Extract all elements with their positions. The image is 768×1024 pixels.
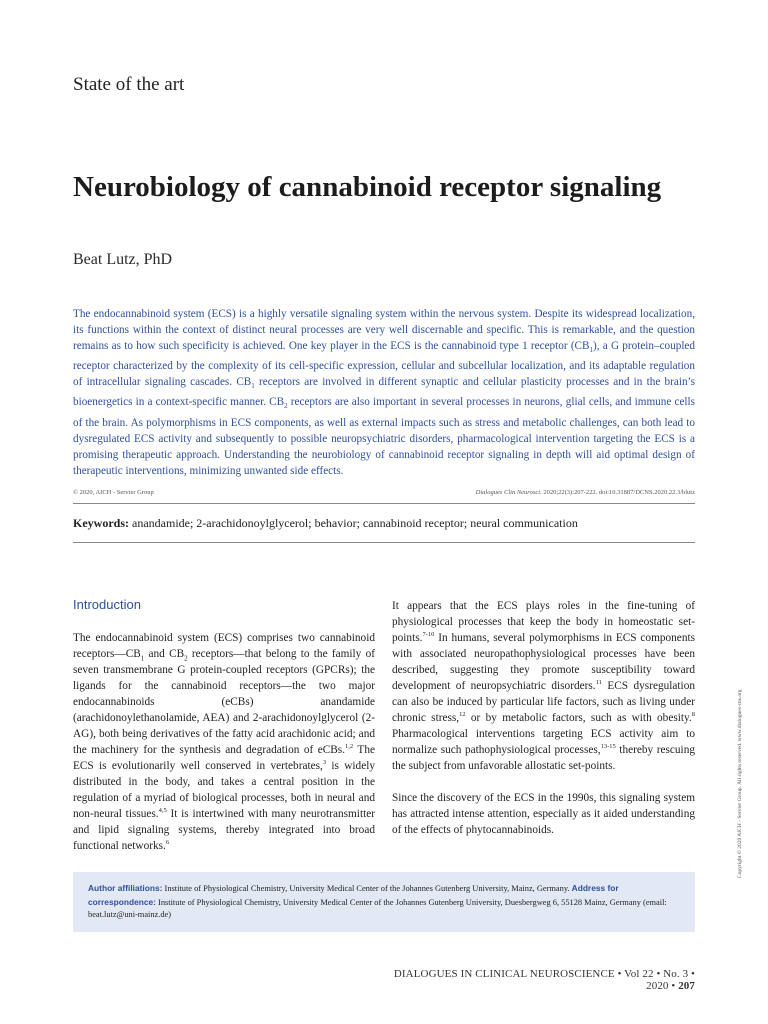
- keywords-label: Keywords:: [73, 516, 129, 530]
- journal-footer: DIALOGUES IN CLINICAL NEUROSCIENCE • Vol 22 • No. 3 • 2020 •: [393, 968, 695, 992]
- citation-ref[interactable]: 7-10: [422, 631, 435, 639]
- intro-column-right: [392, 598, 695, 838]
- side-copyright: Copyright © 2020 AICH - Servier Group. All rights reserved. www.dialogues-cns.org: [737, 689, 743, 878]
- article-title: Neurobiology of cannabinoid receptor signaling: [73, 171, 662, 203]
- citation-ref[interactable]: 6: [165, 839, 170, 847]
- copyright-notice: © 2020, AICH - Servier Group: [73, 489, 154, 496]
- abstract-text: ), a G protein–coupled receptor characterized by the complexity of its cell-specific expression, cellular and subcellular localization, and its adaptable regulation of intracellular signaling cascades. CB: [73, 340, 695, 389]
- abstract-text: receptors are involved in different synaptic and cellular plasticity processes and in the brain’s bioenergetics in a context-specific manner. CB: [73, 376, 695, 409]
- citation-ref[interactable]: 11: [595, 679, 602, 687]
- citation: [476, 489, 695, 496]
- page-number: 207: [678, 980, 695, 992]
- divider: [73, 542, 695, 543]
- affiliation-text: Author affiliations: Institute of Physiological Chemistry, University Medical Center of the Johannes Gutenberg University, Mainz, Germany. Address for correspondence: Institute of Physiological Chemistry, University Medical Center of the Johannes Gutenberg University, Duesbergweg 6, 55128 Mainz, Germany (email: beat.lutz@uni-mainz.de): [88, 883, 667, 919]
- abstract-text: The endocannabinoid system (ECS) is a highly versatile signaling system within the nervous system. Despite its widespread localization, its functions within the context of distinct neural processes are very well discernable and specific. This is remarkable, and the question remains as to how such specificity is achieved. One key player in the ECS is the cannabinoid type 1 receptor (CB: [73, 308, 695, 352]
- abstract-text: receptors are also important in several processes in neurons, glial cells, and immune cells of the brain. As polymorphisms in ECS components, as well as external impacts such as stress and metabolic challenges, can both lead to dysregulated ECS activity and subsequently to possible neuropsychiatric disorders, pharmacological intervention targeting the ECS is a promising therapeutic approach. Understanding the neurobiology of cannabinoid receptor signaling in depth will aid optimal design of therapeutic interventions, minimizing unwanted side effects.: [73, 396, 695, 477]
- paragraph: It appears that the ECS plays roles in the fine-tuning of physiological processes that keep the body in homeostatic set-points.$^{7-10}$ In humans, several polymorphisms in ECS components with associated neuropathophysiological processes have been described, suggesting they promote susceptibility toward development of neuropsychiatric disorders.$^{11}$ ECS dysregulation can also be induced by particular life factors, such as living under chronic stress,$^{12}$ or by metabolic factors, such as with obesity.$^8$ Pharmacological interventions targeting ECS activity aim to normalize such pathophysiological processes,$^{13-15}$ thereby rescuing the subject from unfavorable allostatic set-points.: [392, 600, 695, 772]
- citation-details[interactable]: 2020;22(3):207-222. doi:10.31887/DCNS.2020.22.3/blutz: [541, 489, 695, 496]
- intro-column-left: [73, 630, 375, 854]
- abstract: [73, 306, 695, 479]
- article-meta: [73, 489, 695, 496]
- section-heading-introduction: Introduction: [73, 597, 141, 612]
- page-footer: [370, 968, 695, 992]
- divider: [73, 503, 695, 504]
- keywords-text: anandamide; 2-arachidonoylglycerol; behavior; cannabinoid receptor; neural communication: [129, 516, 578, 530]
- citation-ref[interactable]: 12: [459, 711, 466, 719]
- subscript: 1: [589, 346, 593, 355]
- citation-ref[interactable]: 3: [322, 759, 327, 767]
- citation-ref[interactable]: 4,5: [158, 807, 167, 815]
- paragraph: Since the discovery of the ECS in the 1990s, this signaling system has attracted intense attention, especially as it aided understanding of the effects of phytocannabinoids.: [392, 792, 695, 836]
- citation-ref[interactable]: 1,2: [345, 743, 354, 751]
- journal-abbrev: Dialogues Clin Neurosci.: [475, 489, 542, 496]
- author-name: Beat Lutz, PhD: [73, 251, 173, 268]
- citation-ref[interactable]: 8: [691, 711, 695, 719]
- paragraph: The endocannabinoid system (ECS) comprises two cannabinoid $receptors—CB_1$ and $CB_2$ receptors—that belong to the family of seven transmembrane G protein-coupled receptors (GPCRs); the ligands for the cannabinoid receptors—the two major endocannabinoids (eCBs) anandamide (arachidonoylethanolamide, AEA) and 2-arachidonoylglycerol (2-AG), both being derivatives of the fatty acid arachidonic acid; and the machinery for the synthesis and degradation of eCBs.$^{1,2}$ The ECS is evolutionarily well conserved in vertebrates,$^3$ is widely distributed in the body, and takes a central position in the regulation of a myriad of biological processes, both in neural and non-neural tissues.$^{4,5}$ It is intertwined with many neurotransmitter and lipid signaling systems, thereby integrated into broad functional networks.$^6$: [73, 632, 375, 852]
- author-affiliation-box: [73, 872, 695, 932]
- correspondence-label: Address for correspondence:: [88, 883, 619, 907]
- subscript: 2: [284, 402, 288, 411]
- subscript: 1: [251, 382, 255, 391]
- keywords: [73, 516, 695, 531]
- citation-ref[interactable]: 13-15: [600, 743, 616, 751]
- section-label: State of the art: [73, 74, 185, 95]
- affiliation-label: Author affiliations:: [88, 883, 163, 893]
